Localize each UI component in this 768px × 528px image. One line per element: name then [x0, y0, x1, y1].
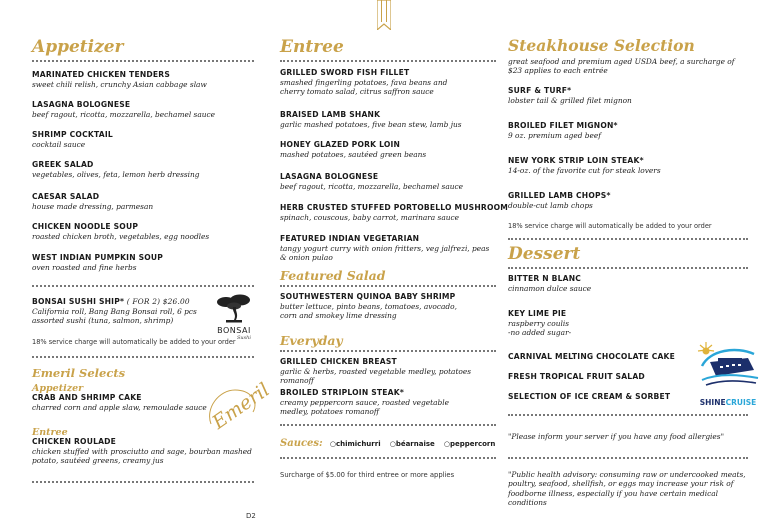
item-name: HERB CRUSTED STUFFED PORTOBELLO MUSHROOM: [280, 203, 509, 212]
page-number: D2: [246, 512, 256, 520]
item-desc: mashed potatoes, sautéed green beans: [280, 150, 427, 159]
item-desc: beef ragout, ricotta, mozzarella, bechamel sauce: [280, 182, 464, 191]
bonsai-logo: [214, 293, 254, 339]
item-desc: beef ragout, ricotta, mozzarella, bechamel sauce: [32, 110, 216, 119]
menu-item: [280, 110, 502, 129]
item-name: SHRIMP COCKTAIL: [32, 130, 113, 139]
divider: [508, 238, 748, 240]
menu-item: [280, 140, 502, 159]
menu-item: [508, 156, 758, 175]
menu-item: [508, 86, 758, 105]
item-name: GRILLED SWORD FISH FILLET: [280, 68, 410, 77]
divider: [32, 481, 254, 483]
bonsai-item: [32, 297, 210, 326]
item-desc: lobster tail & grilled filet mignon: [508, 96, 632, 105]
shine-cruise-logo: [692, 336, 764, 414]
menu-item: [508, 309, 758, 338]
item-name: CRAB AND SHRIMP CAKE: [32, 393, 142, 402]
bonsai-name: BONSAI SUSHI SHIP*: [32, 297, 125, 306]
menu-item: [280, 172, 502, 191]
divider: [280, 350, 496, 352]
item-desc: charred corn and apple slaw, remoulade sauce: [32, 403, 207, 412]
divider: [280, 424, 496, 426]
item-desc: house made dressing, parmesan: [32, 202, 154, 211]
item-desc: spinach, couscous, baby carrot, marinara sauce: [280, 213, 459, 222]
menu-item: [280, 292, 502, 321]
sauces-label: Sauces:: [280, 438, 323, 449]
sauce-option-label: peppercorn: [449, 440, 496, 448]
surcharge-note: Surcharge of $5.00 for third entree or more applies: [280, 471, 455, 479]
menu-item: [508, 191, 758, 210]
divider: [32, 60, 254, 62]
item-name: FEATURED INDIAN VEGETARIAN: [280, 234, 420, 243]
item-name: SURF & TURF*: [508, 86, 572, 95]
divider: [280, 285, 496, 287]
item-name: WEST INDIAN PUMPKIN SOUP: [32, 253, 164, 262]
item-desc: roasted chicken broth, vegetables, egg noodles: [32, 232, 210, 241]
service-charge-note: 18% service charge will automatically be added to your order: [32, 338, 236, 346]
item-desc-note: -no added sugar-: [508, 328, 572, 338]
item-desc: garlic & herbs, roasted vegetable medley, potatoes romanoff: [280, 367, 472, 386]
item-desc: raspberry coulis: [508, 319, 570, 328]
item-name: CHICKEN NOODLE SOUP: [32, 222, 139, 231]
menu-item: [280, 357, 502, 386]
item-name: CARNIVAL MELTING CHOCOLATE CAKE: [508, 352, 676, 361]
item-name: NEW YORK STRIP LOIN STEAK*: [508, 156, 644, 165]
cruise-word: CRUISE: [725, 398, 757, 407]
item-desc: garlic mashed potatoes, five bean stew, lamb jus: [280, 120, 462, 129]
menu-item: [32, 437, 254, 466]
item-name: CAESAR SALAD: [32, 192, 100, 201]
divider: [508, 267, 748, 269]
bonsai-logo-sub: Sushi: [236, 335, 251, 341]
menu-item: [32, 130, 260, 149]
sauce-option: ○béarnaise: [389, 440, 435, 448]
item-name: BROILED STRIPLOIN STEAK*: [280, 388, 404, 397]
bookmark-ribbon-icon: [377, 0, 391, 30]
health-advisory-note: "Public health advisory: consuming raw or undercooked meats, poultry, seafood, shellfish, or eggs may increase your risk of foodborne illness, especially if you have certain medical conditions: [508, 470, 746, 508]
featured-salad-title: Featured Salad: [280, 268, 386, 283]
item-desc: 14-oz. of the favorite cut for steak lovers: [508, 166, 661, 175]
menu-item: [32, 160, 260, 179]
item-name: CHICKEN ROULADE: [32, 437, 117, 446]
allergy-note: "Please inform your server if you have any food allergies": [508, 432, 724, 441]
everyday-title: Everyday: [280, 333, 343, 348]
sauce-option-label: chimichurri: [335, 440, 381, 448]
menu-item: [32, 393, 220, 412]
item-name: BITTER N BLANC: [508, 274, 582, 283]
menu-item: [508, 121, 758, 140]
item-desc: sweet chili relish, crunchy Asian cabbage slaw: [32, 80, 207, 89]
item-name: BROILED FILET MIGNON*: [508, 121, 618, 130]
menu-item: [32, 192, 260, 211]
menu-item: [32, 100, 260, 119]
menu-item: [280, 203, 509, 222]
item-name: GRILLED CHICKEN BREAST: [280, 357, 397, 366]
emeril-selects-title: Emeril Selects: [32, 366, 126, 380]
sauce-option: ○peppercorn: [443, 440, 496, 448]
emeril-logo: [205, 378, 274, 436]
item-name: [32, 297, 210, 307]
item-desc: creamy peppercorn sauce, roasted vegetable medley, potatoes romanoff: [280, 398, 449, 417]
emeril-entree-label: Entree: [32, 427, 68, 438]
divider: [508, 414, 748, 416]
item-name: HONEY GLAZED PORK LOIN: [280, 140, 401, 149]
item-desc: oven roasted and fine herbs: [32, 263, 137, 272]
menu-item: [280, 68, 502, 97]
item-desc: 9 oz. premium aged beef: [508, 131, 602, 140]
menu-item: [280, 388, 502, 417]
menu-item: [32, 253, 260, 272]
emeril-appetizer-label: Appetizer: [32, 383, 84, 394]
appetizer-title: Appetizer: [32, 37, 124, 57]
divider: [280, 60, 496, 62]
item-name: BRAISED LAMB SHANK: [280, 110, 381, 119]
item-desc: cinnamon dulce sauce: [508, 284, 592, 293]
item-desc: tangy yogurt curry with onion fritters, veg jalfrezi, peas & onion pulao: [280, 244, 490, 263]
item-name: SELECTION OF ICE CREAM & SORBET: [508, 392, 671, 401]
shine-cruise-wordmark: [692, 398, 764, 407]
divider: [508, 457, 748, 459]
divider: [32, 356, 254, 358]
menu-item: [32, 222, 260, 241]
service-charge-note: 18% service charge will automatically be added to your order: [508, 222, 712, 230]
item-name: FRESH TROPICAL FRUIT SALAD: [508, 372, 645, 381]
steakhouse-intro: [508, 57, 748, 76]
item-desc: butter lettuce, pinto beans, tomatoes, avocado, corn and smokey lime dressing: [280, 302, 457, 321]
bonsai-tree-icon: [214, 293, 254, 323]
sauce-option-label: béarnaise: [395, 440, 435, 448]
item-desc: chicken stuffed with prosciutto and sage, bourban mashed potato, sautéed greens, creamy jus: [32, 447, 252, 466]
item-desc: cocktail sauce: [32, 140, 86, 149]
menu-item: [32, 70, 260, 89]
item-desc: smashed fingerling potatoes, fava beans and cherry tomato salad, citrus saffron sauce: [280, 78, 448, 97]
divider: [32, 285, 254, 287]
item-name: LASAGNA BOLOGNESE: [32, 100, 131, 109]
item-name: LASAGNA BOLOGNESE: [280, 172, 379, 181]
menu-item: [508, 274, 758, 293]
bonsai-logo-text: BONSAI: [217, 326, 251, 335]
menu-item: [280, 234, 502, 263]
entree-title: Entree: [280, 37, 344, 57]
sauce-option: ○chimichurri: [329, 440, 381, 448]
item-name: SOUTHWESTERN QUINOA BABY SHRIMP: [280, 292, 456, 301]
dessert-title: Dessert: [508, 244, 581, 264]
item-desc: double-cut lamb chops: [508, 201, 593, 210]
steakhouse-title: Steakhouse Selection: [508, 36, 695, 55]
shine-word: SHINE: [699, 398, 726, 407]
item-name: KEY LIME PIE: [508, 309, 567, 318]
cruise-ship-icon: [692, 336, 764, 394]
bonsai-price: ( FOR 2) $26.00: [124, 297, 190, 306]
divider: [280, 457, 496, 459]
item-name: GRILLED LAMB CHOPS*: [508, 191, 611, 200]
sauces-row: [280, 431, 495, 450]
item-desc: California roll, Bang Bang Bonsai roll, 6 pcs assorted sushi (tuna, salmon, shrimp): [32, 307, 197, 326]
emeril-logo-text: Emeril: [208, 378, 274, 434]
item-name: MARINATED CHICKEN TENDERS: [32, 70, 170, 79]
item-name: GREEK SALAD: [32, 160, 94, 169]
item-desc: vegetables, olives, feta, lemon herb dressing: [32, 170, 200, 179]
steakhouse-intro-text: great seafood and premium aged USDA beef, a surcharge of $23 applies to each entrée: [508, 57, 735, 76]
